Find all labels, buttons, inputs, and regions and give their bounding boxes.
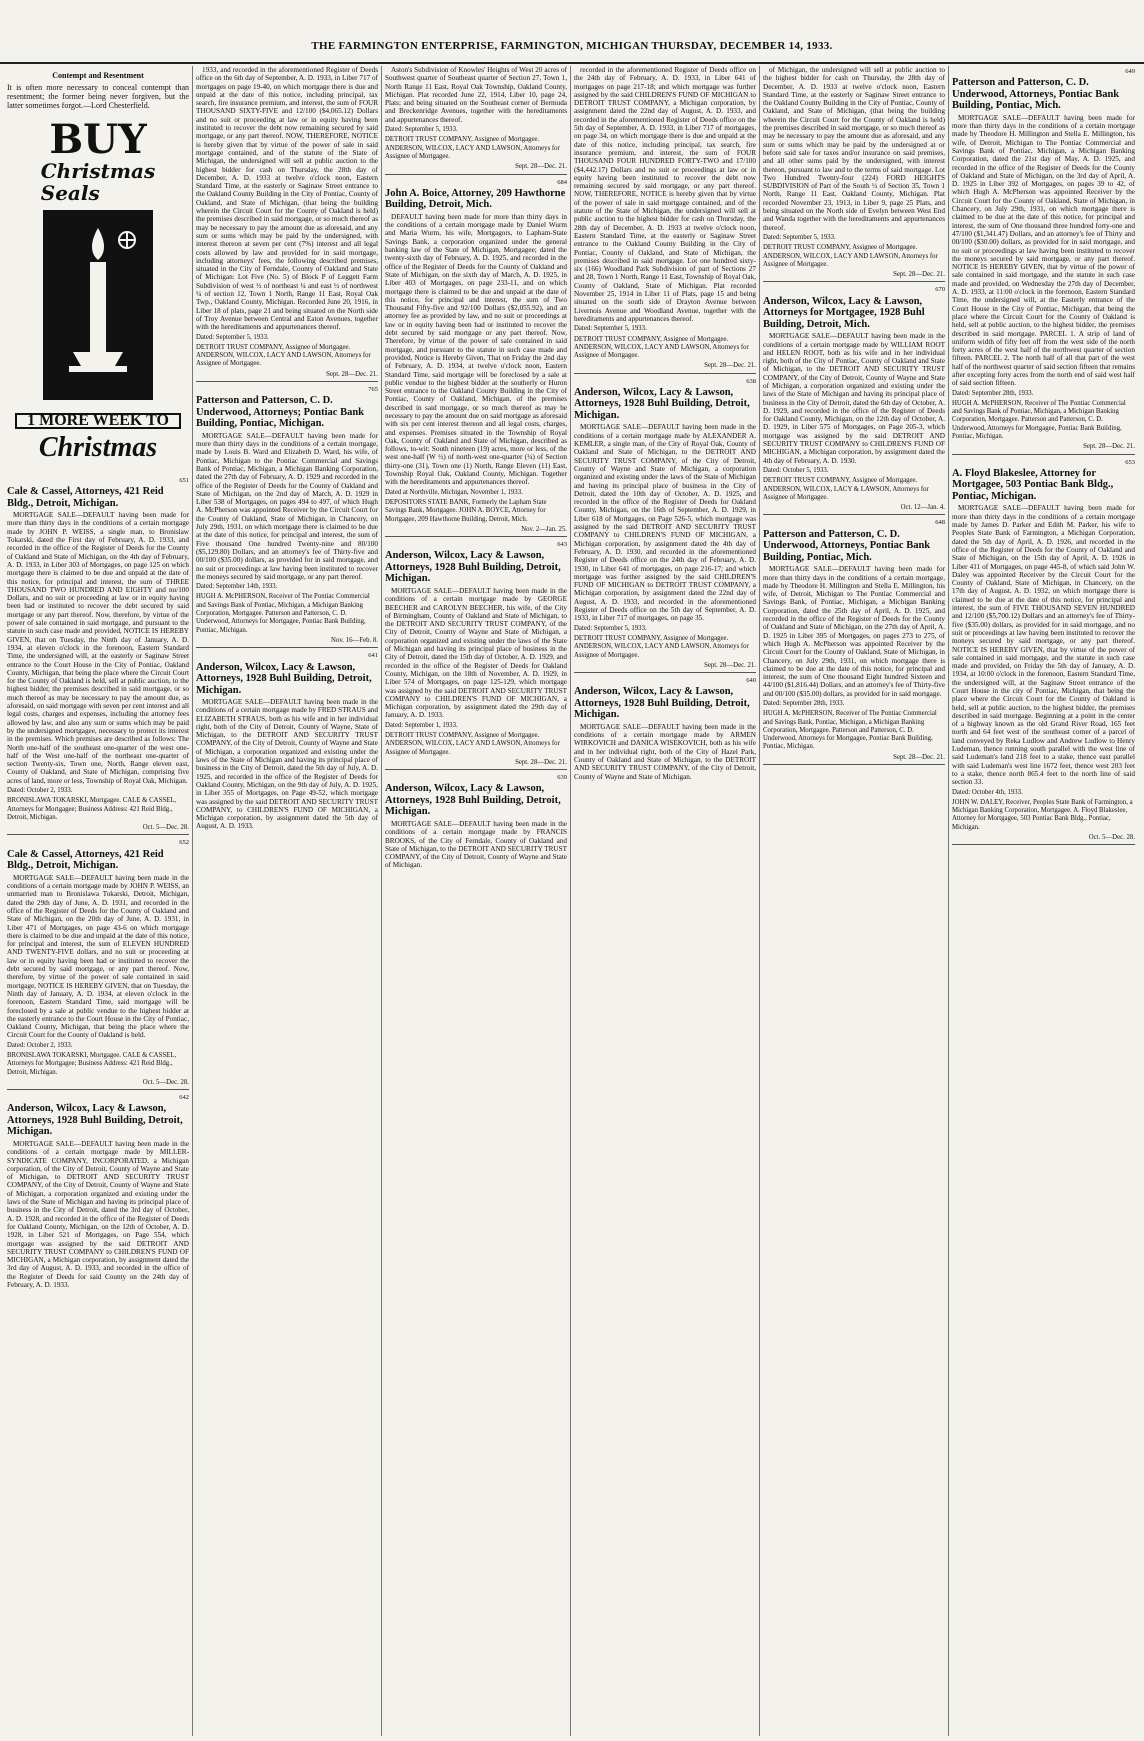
legal-notice: [763, 286, 945, 515]
notice-signature: BRONISLAWA TOKARSKI, Mortgagee. CALE & CASSEL, Attorneys for Mortgagee; Business Address: 421 Reid Bldg., Detroit, Michigan.: [7, 797, 177, 821]
notice-date: Dated: September 28th, 1933.: [763, 700, 845, 707]
notice-run-dates: Sept. 28—Dec. 21.: [763, 271, 945, 282]
notice-signature: DETROIT TRUST COMPANY, Assignee of Mortgagee. ANDERSON, WILCOX, LACY AND LAWSON, Attorneys for Assignee of Mortgagee.: [385, 136, 560, 160]
one-more-week-banner: 1 MORE WEEK TO: [15, 413, 181, 429]
notice-body: of Michigan, the undersigned will sell at public auction to the highest bidder for cash on Thursday, the 28th day of December, A. D. 1933 at twelve o'clock noon, Eastern Standard Time, at the easterly or Saginaw Street entrance to the Oakland County Building in the City of Pontiac, County of Oakland, and State of Michigan, (that being the building wherein the Circuit Court for the County of Oakland is held) the premises described in said mortgage, or so much thereof as may be necessary to pay the amount due as aforesaid, and any sum or sums which may be paid by the undersigned at or before said sale for taxes and/or insurance on said premises, and all other sums paid by the undersigned, with interest thereon, pursuant to law and to the terms of said mortgage. Lot Two Hundred Twenty-four (224) FORD HEIGHTS SUBDIVISION of Part of the South ½ of Section 35, Town 1 North, Range 11 East, Oakland County, Michigan. Plat recorded November 23, 1913, in Liber 9, page 25 Plats, and being situated on the North side of Evelyn between West End and Wanda together with the hereditaments and appurtenances thereof.: [763, 66, 945, 232]
notice-number: 638: [746, 377, 756, 385]
legal-notice: [196, 652, 378, 831]
notice-date: Dated at Northville, Michigan, November 1, 1933.: [385, 488, 523, 496]
seal-seals-text: Seals: [40, 181, 100, 206]
notice-number: 684: [557, 178, 567, 186]
legal-notice: [574, 378, 756, 673]
notice-date: Dated: October 2, 1933.: [7, 786, 73, 794]
notice-run-dates: Sept. 28—Dec. 21.: [763, 754, 945, 765]
notice-run-dates: Sept. 28—Dec. 21.: [385, 759, 567, 770]
legal-notice: [385, 179, 567, 538]
notice-heading: Anderson, Wilcox, Lacy & Lawson, Attorneys, 1928 Buhl Building, Detroit, Michigan.: [385, 550, 561, 585]
notice-heading: Patterson and Patterson, C. D. Underwood, Attorneys; Pontiac Bank Building, Pontiac, Michigan.: [196, 395, 365, 430]
column-2: [193, 66, 382, 1736]
column-5: [760, 66, 949, 1736]
legal-notice: [196, 66, 378, 382]
notice-heading: Anderson, Wilcox, Lacy & Lawson, Attorneys for Mortgagee, 1928 Buhl Building, Detroit, Mich.: [763, 295, 925, 330]
legal-notice: [763, 519, 945, 765]
notice-number: 639: [557, 774, 567, 782]
notice-run-dates: Sept. 28—Dec. 21.: [574, 362, 756, 373]
column-4: [571, 66, 760, 1736]
notice-heading: Anderson, Wilcox, Lacy & Lawson, Attorneys, 1928 Buhl Building, Detroit, Michigan.: [574, 686, 750, 721]
notice-date: Dated: September 14th, 1933.: [196, 583, 278, 591]
notice-run-dates: Oct. 5—Dec. 28.: [7, 1079, 189, 1090]
notice-number: 640: [746, 677, 756, 685]
notice-body: MORTGAGE SALE—DEFAULT having been made for more than thirty days in the conditions of a certain mortgage made by James D. Parker and Edith M. Parker, his wife to Peoples State Bank of Farmington, a Michigan Corporation, dated the 5th day of April, A. D. 1926, and recorded in the office of the Register of Deeds for the County of Oakland and State of Michigan, on the 15th day of April, A. D. 1926 in Liber 411 of Mortgages, on page 445-8, of which said John W. Daley was appointed Receiver by the Circuit Court for the County of Oakland, State of Michigan, in Chancery, on the 17th day of August, A. D. 1932, on which mortgage there is claimed to be due at the date of this notice, for principal and interest, the sum of FIVE THOUSAND SEVEN HUNDRED and 12/100 ($5,700.12) Dollars and an attorney's fee of Thirty-five ($35.00) dollars, as provided for in said mortgage, and no suit or proceedings at law having been instituted to recover the moneys secured by said mortgage, or any part thereof. NOTICE IS HEREBY GIVEN, that by virtue of the power of sale contained in said mortgage, and the statute in such case made and provided, on Friday the 5th day of January, A. D. 1934, at 10:00 o'clock in the forenoon, Eastern Standard Time, the undersigned will, at the Saginaw Street entrance of the Court House in the city of Pontiac, Michigan, that being the place where the Circuit Court for the County of Oakland is held, sell at public auction, to the highest bidder, the premises described in said mortgage. Beginning at a point in the center of a highway known as the old Grand River Road, 165 feet north and 64 feet west of the southeast corner of a parcel of land conveyed by Reka Ludlow and Andrew Ludlow to Henry Ludeman, thence running south parallel with the west line of said Ludeman's land 218 feet to a stake, thence east parallel with said Ludeman's west line 1672 feet, thence west 203 feet to a stake, thence north 865.4 feet to the north line of said section 33.: [952, 504, 1135, 787]
notice-heading: A. Floyd Blakeslee, Attorney for Mortgagee, 503 Pontiac Bank Bldg., Pontiac, Michigan.: [952, 467, 1114, 502]
notice-heading: Patterson and Patterson, C. D. Underwood, Attorneys, Pontiac Bank Building, Pontiac, Mich.: [763, 528, 931, 563]
legal-notice: [574, 677, 756, 781]
notice-number: 641: [368, 652, 378, 660]
notice-date: Dated: September 28th, 1933.: [952, 389, 1034, 397]
notice-heading: Anderson, Wilcox, Lacy & Lawson, Attorneys, 1928 Buhl Building, Detroit, Michigan.: [196, 661, 372, 696]
legal-notice: [7, 1094, 189, 1289]
notice-number: 652: [179, 839, 189, 847]
notice-body: DEFAULT having been made for more than thirty days in the conditions of a certain mortgage made by Daniel Wurm and Maria Wurm, his wife, Mortgagors, to Lapham-State Savings Bank, a corporation organized under the general banking law of the State of Michigan, Mortgagee; dated the twenty-sixth day of February, A. D. 1925, and recorded in the office of the Register of Deeds for the County of Oakland and State of Michigan, on the sixth day of March, A. D. 1925, in Liber 403 of Mortgages, on page 233-11, and on which mortgage there is claimed to be due and unpaid at the date of this notice, for principal and interest, the sum of Two Thousand Fifty-five and 92/100 Dollars ($2,055.92), and an attorney fee as provided by law, and no suit or proceedings at law or in equity having been had or instituted to recover the debt secured by said mortgage or any part thereof. Now, Therefore, by virtue of the power of sale contained in said mortgage, and pursuant to the statute in such case made and provided, Notice is Hereby Given, That on Friday the 2nd day of February, A. D. 1934, at twelve o'clock noon, Eastern Standard Time, said mortgage will be foreclosed by a sale at public vendue to the highest bidder at the southerly or Huron Street entrance to the Oakland County Building in the City of Pontiac, County of Oakland, Michigan, of the premises described in said mortgage, or so much thereof as may be necessary to pay the amount due on said mortgage as aforesaid with six per cent interest thereon and all legal costs, charges, and expenses. Premises situated in the Township of Royal Oak, County of Oakland and State of Michigan, described as follows, to-wit: South nineteen (19) acres, more or less, of the west one-half (W ½) of north-west one-quarter (¼) of Section thirty-one (31), Town one (1) North, Range Eleven (11) East, Township Royal Oak, Oakland County, Michigan. Together with the hereditaments and appurtenances thereof.: [385, 212, 567, 487]
notice-body: 1933, and recorded in the aforementioned Register of Deeds office on the 6th day of September, A. D. 1933, in Liber 717 of mortgages on page 19-40, on which mortgage there is due and unpaid at the date of this notice, including principal, tax search, fire insurance premium, and interest, the sum of FOUR THOUSAND SIXTY-FIVE and 12/100 ($4,065.12) Dollars and no suit or proceeding at law or in equity having been instituted to recover the debt now remaining secured by said mortgage, or any part thereof. NOW, THEREFORE, NOTICE is hereby given that by virtue of the power of sale in said mortgage contained, and of the statute of the State of Michigan, the undersigned will sell at public auction to the highest bidder for cash on Thursday, the 28th day of December, A. D. 1933 at twelve o'clock noon, Eastern Standard Time, at the easterly or Saginaw Street entrance to the Oakland County Building in the City of Pontiac, County of Oakland, and State of Michigan, (that being the building wherein the Circuit Court for the County of Oakland is held) the premises described in said mortgage, or so much thereof as may be necessary to pay the amount due as aforesaid, and any sum or sums which may be paid by the undersigned, with interest thereon at seven per cent (7%) interest and all legal costs allowed by law and provided for in said mortgage, including attorneys' fees, the following described premises, situated in the City of Ferndale, County of Oakland and State of Michigan: Lot Five (No. 5) of Block P of Leggett Farm Subdivision of west ½ of northeast ¼ and east ½ of northwest ¼ of section 12, Town 1 North, Range 11 East, Royal Oak Twp., Oakland County, Michigan. Recorded June 20, 1916, in Liber 18 of plats, page 21 and being situated on the North side of Troy Avenue between Central and Eaton Avenues, together with the hereditaments and appurtenances thereof.: [196, 66, 378, 332]
quote-title: Contempt and Resentment: [52, 71, 144, 80]
notice-body: Aston's Subdivision of Knowles' Heights of West 20 acres of Southwest quarter of Southeast quarter of Section 27, Town 1, North Range 11 East, Royal Oak Township, Oakland County, Michigan. Plat recorded June 22, 1914, Liber 10, page 24, Plats; and being situated on the Southeast corner of Bermuda and Breckenridge Avenues, together with the hereditaments and appurtenances thereof.: [385, 66, 567, 124]
legal-notice: [952, 68, 1135, 455]
notice-heading: Anderson, Wilcox, Lacy & Lawson, Attorneys, 1928 Buhl Building, Detroit, Michigan.: [574, 386, 750, 421]
notice-date: Dated: September 5, 1933.: [574, 624, 647, 632]
christmas-heading: Christmas: [38, 431, 158, 463]
notice-body: MORTGAGE SALE—DEFAULT having been made in the conditions of a certain mortgage made by ARMEN WIRKOVICH and DANICA WISEKOVICH, both as his wife and in her individual right, both of the City of Hazel Park, County of Oakland and State of Michigan, to the DETROIT AND SECURITY TRUST COMPANY, of the City of Detroit, County of Wayne and State of Michigan.: [574, 722, 756, 781]
notice-date: Dated: September 1, 1933.: [385, 721, 458, 729]
notice-signature: DETROIT TRUST COMPANY, Assignee of Mortgagee. ANDERSON, WILCOX, LACY AND LAWSON, Attorneys for Assignee of Mortgagee.: [574, 335, 749, 360]
notice-body: MORTGAGE SALE—DEFAULT having been made in the conditions of a certain mortgage made by JOHN P. WEISS, an unmarried man to Bronislawa Tokarski, Detroit, Michigan, dated the 29th day of June, A. D. 1931, and recorded in the office of the Register of Deeds for the County of Oakland and State of Michigan, on the 20th day of June, A. D. 1931, in Liber 471 of Mortgages, on page 43-6 on which mortgage there is claimed to be due and unpaid at the date of this notice, for principal and interest, the sum of ELEVEN HUNDRED AND TWENTY-FIVE dollars, and no suit or proceeding at law or in equity having been had or instituted to recover the debt secured by said mortgage, or any part thereof. Now, therefore, by virtue of the power of sale contained in said mortgage, NOTICE IS HEREBY GIVEN, that on Tuesday, the Ninth day of January, A. D. 1934, at eleven o'clock in the forenoon, Eastern Standard Time, said mortgage will be foreclosed by a sale at public vendue to the highest bidder at the easterly entrance to the Court House in the City of Pontiac, Oakland County, Michigan, that being the place where the Circuit Court for the County of Oakland is held.: [7, 873, 189, 1040]
notice-heading: Patterson and Patterson, C. D. Underwood, Attorneys, Pontiac Bank Building, Pontiac, Mich.: [952, 77, 1120, 112]
notice-heading: Cale & Cassel, Attorneys, 421 Reid Bldg., Detroit, Michigan.: [7, 486, 164, 509]
notice-run-dates: Oct. 5—Dec. 28.: [952, 834, 1135, 845]
notice-signature: BRONISLAWA TOKARSKI, Mortgagee. CALE & CASSEL, Attorneys for Mortgagee; Business Address: 421 Reid Bldg., Detroit, Michigan.: [7, 1052, 177, 1076]
legal-notice: [7, 477, 189, 836]
notice-body: MORTGAGE SALE—DEFAULT having been made in the conditions of a certain mortgage made by MILLER-SYNDICATE COMPANY, INCORPORATED, a Michigan corporation, of the City of Detroit, County of Wayne and State of Michigan, to DETROIT AND SECURITY TRUST COMPANY, of the City of Detroit, County of Wayne and State of Michigan, a corporation organized and existing under the laws of the State of Michigan and having its principal place of business in the City of Detroit, dated the 3rd day of October, A. D. 1928, and recorded in the office of the Register of Deeds for Oakland County, Michigan, on the 12th of October, A. D. 1928, in Liber 521 of Mortgages, on Page 554, which mortgage was assigned by the said DETROIT AND SECURITY TRUST COMPANY to CHILDREN'S FUND OF MICHIGAN, a Michigan corporation, by assignment dated the 3rd day of August, A. D. 1933, and recorded in the office of the Register of Deeds for said County on the 24th day of February, A. D. 1933.: [7, 1139, 189, 1290]
notice-date: Dated: October 4th, 1933.: [952, 788, 1023, 796]
notice-heading: Anderson, Wilcox, Lacy & Lawson, Attorneys, 1928 Buhl Building, Detroit, Michigan.: [7, 1103, 183, 1138]
notice-body: MORTGAGE SALE—DEFAULT having been made for more than thirty days in the conditions of a certain mortgage made by Theodore H. Millington and Stella E. Millington, his wife, of Detroit, Michigan to The Pontiac Commercial and Savings Bank of Pontiac, Michigan, a Michigan Banking Corporation, dated the 21st day of May, A. D. 1925, and recorded in the office of the Register of Deeds for the County of Oakland and State of Michigan, on the 3rd day of April, A. D. 1925 in Liber 392 of Mortgages, on pages 39 to 42, of which Hugh A. McPherson was appointed Receiver by the Circuit Court for the County of Oakland, State of Michigan, in Chancery, on July 29th, 1931, on which mortgage there is claimed to be due at the date of this notice, for principal and interest, the sum of One thousand three hundred forty-one and 47/100 ($1,341.47) Dollars, and an attorney's fee of Thirty and 00/100 ($30.00) dollars, as provided for in said mortgage, and no suit or proceedings at law having been instituted to recover the moneys secured by said mortgage, or any part thereof. NOTICE IS HEREBY GIVEN, that by virtue of the power of sale contained in said mortgage, and the statute in such case made and provided, on Wednesday the 27th day of December, A. D. 1933, at 11:00 o'clock in the forenoon, Eastern Standard Time, the undersigned will, at the Easterly entrance of the Court House in the City of Pontiac, Michigan, that being the place where the Circuit Court for the County of Oakland is held, sell at public auction, to the highest bidder, the premises described in said mortgage. PARCEL 1. A strip of land of uniform width of fifty feet off from the west side of the north forty acres of the west half of the northwest quarter of section fifteen. PARCEL 2. The north half of all that part of the west half of the northwest quarter of said section fifteen that remains after excepting forty acres from the north end of said west half of said section fifteen.: [952, 113, 1135, 388]
notice-body: MORTGAGE SALE—DEFAULT having been made in the conditions of a certain mortgage made by GEORGE BEECHER and CAROLYN BEECHER, his wife, of the City of Birmingham, County of Oakland and State of Michigan, to the DETROIT AND SECURITY TRUST COMPANY, of the City of Detroit, County of Wayne and State of Michigan, a corporation organized and existing under the laws of the State of Michigan and having its principal place of business in the City of Detroit, dated the 15th day of October, A. D. 1929, and recorded in the office of the Register of Deeds for Oakland County, Michigan, on the 18th of November, A. D. 1929, in Liber 574 of Mortgages, on page 125-129, which mortgage was assigned by the said DETROIT AND SECURITY TRUST COMPANY to CHILDREN'S FUND OF MICHIGAN, a Michigan corporation, by assignment dated the 29th day of January, A. D. 1933.: [385, 586, 567, 720]
legal-notice: [952, 459, 1135, 846]
notice-heading: John A. Boice, Attorney, 209 Hawthorne Building, Detroit, Mich.: [385, 187, 566, 211]
legal-notice: [7, 839, 189, 1090]
notice-number: 643: [557, 541, 567, 549]
notice-signature: DETROIT TRUST COMPANY, Assignee of Mortgagee. ANDERSON, WILCOX, LACY & LAWSON, Attorneys for Assignee of Mortgagee.: [763, 477, 929, 501]
notice-body: MORTGAGE SALE—DEFAULT having been made for more than thirty days in the conditions of a certain mortgage made by JOHN P. WEISS, a single man, to Bronislaw Tokarski, dated the First day of February, A. D. 1933, and recorded in the office of the Register of Deeds for the County of Oakland and State of Michigan, on the 4th day of February, A. D. 1933, in Liber 303 of Mortgages, on page 125 on which mortgage there is claimed to be due and unpaid at the date of this notice, for principal and interest, the sum of THREE THOUSAND TWO HUNDRED AND EIGHTY and no/100 Dollars, and no suit or proceeding at law or in equity having been had or instituted to recover the debt secured by said mortgage or any part thereof. Now, therefore, by virtue of the power of sale contained in said mortgage, and pursuant to the statute in such case made and provided, NOTICE IS HEREBY GIVEN, that on Tuesday, the Ninth day of January, A. D. 1934, at eleven o'clock in the forenoon, Eastern Standard Time, the undersigned will, at the easterly or Saginaw Street entrance to the Court House in the City of Pontiac, Oakland County, Michigan, that being the place where the Circuit Court for the County of Oakland is held, sell at public auction, to the highest bidder, the premises described in said mortgage, or so much thereof as may be necessary to pay the amount due, as aforesaid, on said mortgage with seven per cent interest and all legal costs, charges and expenses, including the attorney fees allowed by law, and also any sum or sums which may be paid by the undersigned mortgagee, necessary to protect its interest in the premises. Which premises are described as follows: The North one-half of the southeast one-quarter of the west one-half of the West one-half of the northeast one-quarter of section Twenty-six, Town one, North, Range eleven east, County of Oakland, and State of Michigan, comprising five acres of land, more or less, Township of Royal Oak, Michigan.: [7, 511, 189, 785]
notice-run-dates: Oct. 5—Dec. 28.: [7, 824, 189, 835]
notice-number: 648: [935, 519, 945, 527]
seal-christmas-text: Christmas: [40, 159, 156, 184]
notice-number: 649: [1125, 68, 1135, 75]
notice-number: 670: [935, 286, 945, 294]
seal-ad-header: [9, 116, 187, 206]
notice-signature: DEPOSITORS STATE BANK, Formerly the Lapham State Savings Bank, Mortgagee. JOHN A. BOYCE, Attorney for Mortgagee, 209 Hawthorne Building, Detroit, Mich.: [385, 498, 547, 523]
notice-run-dates: Sept. 28—Dec. 21.: [385, 163, 567, 174]
notice-body: MORTGAGE SALE—DEFAULT having been made in the conditions of a certain mortgage made by FRED STRAUS and ELIZABETH STRAUS, both as his wife and in her individual right, both of the City of Detroit, County of Wayne, State of Michigan, to the DETROIT AND SECURITY TRUST COMPANY, of the City of Detroit, County of Wayne and State of Michigan, a corporation organized and existing under the laws of the State of Michigan and having its principal place of business in the City of Detroit, dated the 5th day of July, A. D. 1925, and recorded in the office of the Register of Deeds for Oakland County, Michigan, on the 9th day of July, A. D. 1925, in Liber 355 of Mortgages, on Page 49-52, which mortgage was assigned by the said DETROIT AND SECURITY TRUST COMPANY, to CHILDREN'S FUND OF MICHIGAN, a Michigan corporation, by assignment dated the 5th day of August, A. D. 1933.: [196, 698, 378, 831]
notice-body: MORTGAGE SALE—DEFAULT having been made for more than thirty days in the conditions of a certain mortgage, made by Louis B. Ward and Elizabeth D. Ward, his wife, of Pontiac, Michigan to the Pontiac Commercial and Savings Bank of Pontiac, Michigan, a Michigan Banking Corporation, dated the 27th day of February, A. D. 1929 and recorded in the office of the Register of Deeds for the County of Oakland and State of Michigan, on the 2nd day of March, A. D. 1929 in Liber 538 of Mortgages, on pages 494 to 497, of which Hugh A. McPherson was appointed Receiver by the Circuit Court for the County of Oakland, State of Michigan, in Chancery, on July 29th, 1931, on which mortgage there is claimed to be due at the date of this notice, for principal and interest, the sum of Five thousand One hundred Twenty-nine and 80/100 ($5,129.80) Dollars, and an attorney's fee of Thirty-five and 00/100 ($35.00) dollars, as provided for in said mortgage, and no suit or proceedings at law having been instituted to recover the moneys secured by said mortgage, or any part thereof.: [196, 431, 378, 581]
notice-signature: DETROIT TRUST COMPANY, Assignee of Mortgagee. ANDERSON, WILCOX, LACY AND LAWSON, Attorneys for Assignee of Mortgagee.: [385, 731, 560, 756]
masthead: THE FARMINGTON ENTERPRISE, FARMINGTON, MICHIGAN THURSDAY, DECEMBER 14, 1933.: [0, 40, 1144, 64]
notice-heading: Cale & Cassel, Attorneys, 421 Reid Bldg., Detroit, Michigan.: [7, 848, 164, 872]
notice-signature: HUGH A. McPHERSON, Receiver of The Pontiac Commercial and Savings Bank of Pontiac, Michigan, a Michigan Banking Corporation, Mortgagee. Patterson and Patterson, C. D. Underwood, Attorneys for Mortgagee, Pontiac Bank Building, Pontiac, Michigan.: [196, 593, 370, 634]
legal-notice: [385, 66, 567, 175]
seal-buy-text: BUY: [49, 116, 147, 164]
notice-number: 765: [368, 385, 378, 393]
legal-notice: [763, 66, 945, 282]
notice-run-dates: Sept. 28—Dec. 21.: [196, 371, 378, 382]
notice-date: Dated: October 2, 1933.: [7, 1041, 73, 1049]
notice-body: MORTGAGE SALE—DEFAULT having been made in the conditions of a certain mortgage made by FRANCIS BROOKS, of the City of Ferndale, County of Oakland and State of Michigan, to the DETROIT AND SECURITY TRUST COMPANY, of the City of Detroit, County of Wayne and State of Michigan.: [385, 819, 567, 870]
notice-run-dates: Sept. 28—Dec. 21.: [952, 443, 1135, 454]
notice-body: MORTGAGE SALE—DEFAULT having been made in the conditions of a certain mortgage made by ALEXANDER A. KEMLER, a single man, of the City of Royal Oak, County of Oakland and State of Michigan, to the DETROIT AND SECURITY TRUST COMPANY, of the City of Detroit, County of Wayne and State of Michigan, a corporation organized and existing under the laws of the State of Michigan and having its principal place of business in the City of Detroit, dated the 10th day of October, A. D. 1925, and recorded in the office of the Register of Deeds for Oakland County, Michigan, on the 16th of September, A. D. 1929, in Liber 618 of Mortgages, on Page 526-5, which mortgage was assigned by the said DETROIT AND SECURITY TRUST COMPANY to CHILDREN'S FUND OF MICHIGAN, a Michigan corporation, by assignment dated the 4th day of February, A. D. 1930, and recorded in the aforementioned Register of Deeds office on the 24th day of February, A. D. 1930, in Liber 641 of mortgages, on page 216-17; and which mortgage was further assigned by the said CHILDREN'S FUND OF MICHIGAN to DETROIT TRUST COMPANY, a Michigan corporation, by assignment dated the 22nd day of August, A. D. 1933, and recorded in the aforementioned Register of Deeds office on the 5th day of September, A. D. 1933, in Liber 717 of mortgages, on page 35.: [574, 423, 756, 623]
notice-date: Dated: September 5, 1933.: [196, 333, 269, 341]
quote-text: It is often more necessary to conceal contempt than resentment; the former being never forgiven, but the latter sometimes forgot.—Lord Chesterfield.: [7, 83, 189, 111]
notice-run-dates: Nov. 2—Jan. 25.: [385, 526, 567, 537]
notice-date: Dated: October 5, 1933.: [763, 466, 829, 474]
christmas-seals-ad: [9, 116, 187, 463]
notice-body: MORTGAGE SALE—DEFAULT having been made in the conditions of a certain mortgage made by WILLIAM ROOT and HELEN ROOT, both as his wife and in her individual right, both of the City of Pontiac, County of Oakland and State of Michigan, to the DETROIT AND SECURITY TRUST COMPANY, of the City of Detroit, County of Wayne and State of Michigan, a corporation organized and existing under the laws of the State of Michigan and having its principal place of business in the City of Detroit, dated the 6th day of October, A. D. 1929, and recorded in the office of the Register of Deeds for Oakland County, Michigan, on the 12th day of October, A. D. 1929, in Liber 575 of Mortgages, on Page 205-3, which mortgage was assigned by the said DETROIT AND SECURITY TRUST COMPANY to CHILDREN'S FUND OF MICHIGAN, a Michigan corporation, by assignment dated the 4th day of February, A. D. 1930.: [763, 332, 945, 465]
notice-run-dates: Sept. 28—Dec. 21.: [574, 662, 756, 673]
column-1: [4, 66, 193, 1736]
notice-date: Dated: September 5, 1933.: [763, 233, 836, 241]
notice-run-dates: Nov. 16—Feb. 8.: [196, 637, 378, 648]
notice-number: 653: [1125, 458, 1135, 466]
notice-signature: DETROIT TRUST COMPANY, Assignee of Mortgagee. ANDERSON, WILCOX, LACY AND LAWSON, Attorneys for Assignee of Mortgagee.: [196, 343, 371, 368]
notice-number: 642: [179, 1094, 189, 1102]
notice-body: MORTGAGE SALE—DEFAULT having been made for more than thirty days in the conditions of a certain mortgage, made by Theodore H. Millington and Stella E. Millington, his wife, of Detroit, Michigan to The Pontiac Commercial and Savings Bank, of Pontiac, Michigan, a Michigan Banking Corporation, dated the 25th day of April, A. D. 1925, and recorded in the office of the Register of Deeds for the County of Oakland and State of Michigan, on the 27th day of April, A. D. 1925 in Liber 395 of Mortgages, on pages 273 to 275, of which Hugh A. McPherson was appointed Receiver by the Circuit Court for the County of Oakland, State of Michigan, in Chancery, on July 29th, 1931, on which mortgage there is claimed to be due at the date of this notice, for principal and interest, the sum of One thousand Eight hundred Sixteen and 44/100 ($1,816.44) Dollars, and an attorney's fee of Thirty-five and 00/100 ($35.00) dollars, as provided for in said mortgage.: [763, 565, 945, 698]
legal-notice: [574, 66, 756, 374]
column-3: [382, 66, 571, 1736]
legal-notice-columns: [4, 66, 1140, 1736]
notice-signature: HUGH A. McPHERSON, Receiver of The Pontiac Commercial and Savings Bank, Pontiac, Michigan, a Michigan Banking Corporation, Mortgagee. Patterson and Patterson, C. D. Underwood, Attorneys for Mortgagee, Pontiac Bank Building, Pontiac, Michigan.: [763, 710, 937, 751]
notice-signature: DETROIT TRUST COMPANY, Assignee of Mortgagee. ANDERSON, WILCOX, LACY AND LAWSON, Attorneys for Assignee of Mortgagee.: [574, 634, 749, 659]
legal-notice: [385, 774, 567, 870]
legal-notice: [196, 386, 378, 648]
column-6: [949, 66, 1138, 1736]
notice-date: Dated: September 5, 1933.: [574, 325, 647, 333]
candle-icon: [43, 210, 153, 400]
legal-notice: [385, 541, 567, 770]
notice-heading: Anderson, Wilcox, Lacy & Lawson, Attorneys, 1928 Buhl Building, Detroit, Michigan.: [385, 783, 561, 818]
notice-run-dates: Oct. 12—Jan. 4.: [763, 504, 945, 515]
notice-body: recorded in the aforementioned Register of Deeds office on the 24th day of February, A. D. 1933, in Liber 641 of mortgages on page 217-18; and which mortgage was further assigned by the said CHILDREN'S FUND OF MICHIGAN to DETROIT TRUST COMPANY, a Michigan corporation, by assignment dated the 22nd day of August, A. D. 1933, and recorded in the aforementioned Register of Deeds office on the 5th day of September, A. D. 1933, in Liber 717 of mortgages, on page 34, on which mortgage there is due and unpaid at the date of this notice, including principal, tax search, fire insurance premium, and interest, the sum of FOUR THOUSAND FOUR HUNDRED FORTY-TWO and 17/100 ($4,442.17) Dollars and no suit or proceedings at law or in equity having been instituted to recover the debt now remaining secured by said mortgage, or any part thereof. NOW, THEREFORE, NOTICE is hereby given that by virtue of the power of sale in said mortgage contained, and of the statute of the State of Michigan, the undersigned will sell at public auction to the highest bidder for cash on Thursday, the 28th day of December, A. D. 1933 at twelve o'clock noon, Eastern Standard Time, at the easterly or Saginaw Street entrance to the Oakland County Building in the City of Pontiac, County of Oakland, and State of Michigan, the premises described in said mortgage. Lot one hundred sixty-six (166) Woodland Park Subdivision of part of Sections 27 and 28, Town 1 North, Range 11 East, Township of Royal Oak, County of Oakland, State of Michigan. Plat recorded November 25, 1914 in Liber 11 of Plats, page 15 and being situated on the south side of Drayton Avenue between Livernois Avenue and Woodland Avenue, together with the hereditaments and appurtenances thereof.: [574, 66, 756, 323]
notice-signature: JOHN W. DALEY, Receiver, Peoples State Bank of Farmington, a Michigan Banking Corporation, Mortgagee. A. Floyd Blakeslee, Attorney for Mortgagee, 503 Pontiac Bank Bldg., Pontiac, Michigan.: [952, 798, 1133, 831]
notice-date: Dated: September 5, 1933.: [385, 126, 458, 134]
notice-number: 651: [179, 476, 189, 484]
notice-signature: DETROIT TRUST COMPANY, Assignee of Mortgagee. ANDERSON, WILCOX, LACY AND LAWSON, Attorneys for Assignee of Mortgagee.: [763, 244, 938, 268]
notice-signature: HUGH A. McPHERSON, Receiver of The Pontiac Commercial and Savings Bank of Pontiac, Michigan, a Michigan Banking Corporation, Mortgagee. Patterson and Patterson, C. D. Underwood, Attorneys for Mortgagee, Pontiac Bank Building, Pontiac, Michigan.: [952, 399, 1126, 441]
